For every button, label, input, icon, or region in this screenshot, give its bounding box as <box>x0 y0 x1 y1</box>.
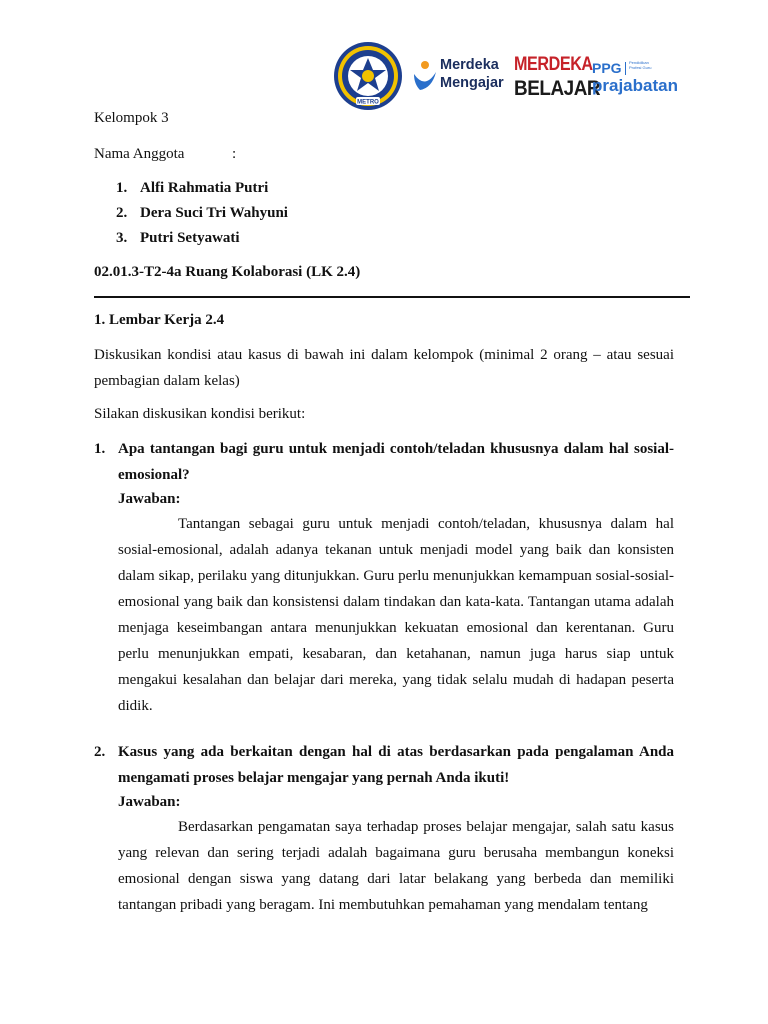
member-item: 2. Dera Suci Tri Wahyuni <box>116 205 288 221</box>
merdeka-mengajar-icon <box>412 60 438 92</box>
answer-2-label: Jawaban: <box>118 794 181 810</box>
member-name: Dera Suci Tri Wahyuni <box>140 205 288 221</box>
merdeka-belajar-logo <box>514 54 601 100</box>
answer-2-text: Berdasarkan pengamatan saya terhadap proses belajar mengajar, salah satu kasus yang relevan dan sering terjadi adalah bagaimana guru berusaha membangun koneksi emosional dengan siswa yang datang dari latar belakang yang berbeda dan memiliki tantangan pribadi yang beragam. Ini membutuhkan pemahaman yang mendalam tentang <box>118 819 674 913</box>
ppg-tiny-text: Pendidikan Profesi Guru <box>629 60 652 70</box>
ppg-divider <box>625 62 626 75</box>
member-item: 3. Putri Setyawati <box>116 230 240 246</box>
question-2-text: Kasus yang ada berkaitan dengan hal di atas berdasarkan pada pengalaman Anda mengamati proses belajar mengajar yang pernah Anda ikuti! <box>118 744 674 786</box>
answer-1-label: Jawaban: <box>118 491 181 507</box>
question-1: 1. Apa tantangan bagi guru untuk menjadi contoh/teladan khususnya dalam hal sosial-emosional? <box>94 436 674 488</box>
ppg-line1: PPG <box>592 60 622 76</box>
merdeka-belajar-line1: MERDEKA <box>514 54 593 75</box>
member-name: Putri Setyawati <box>140 230 240 246</box>
section-title: 1. Lembar Kerja 2.4 <box>94 312 225 328</box>
ppg-line2: prajabatan <box>592 76 678 95</box>
seal-label: METRO <box>357 99 379 106</box>
merdeka-belajar-line2: BELAJAR <box>514 77 601 100</box>
merdeka-mengajar-logo <box>412 56 522 100</box>
members-colon: : <box>232 146 237 162</box>
group-name: Kelompok 3 <box>94 110 169 126</box>
answer-1-text: Tantangan sebagai guru untuk menjadi contoh/teladan, khususnya dalam hal sosial-emosional, adalah adanya tekanan untuk menjadi model yang baik dan konsisten dalam sikap, perilaku yang ditunjukkan. Guru perlu menunjukkan kemampuan sosial-sosial-emosional yang baik dan konsistensi dalam tindakan dan kata-kata. Tantangan utama adalah menjaga keseimbangan antara menunjukkan kekuatan emosional dan kerentanan. Guru perlu menunjukkan empati, kesabaran, dan ketahanan, namun juga harus siap untuk mengakui kesalahan dan belajar dari mereka, yang tidak selalu mudah di hadapan peserta didik. <box>118 516 674 714</box>
merdeka-mengajar-line1: Merdeka <box>440 57 499 73</box>
question-1-text: Apa tantangan bagi guru untuk menjadi contoh/teladan khususnya dalam hal sosial-emosional? <box>118 441 674 483</box>
members-label: Nama Anggota <box>94 146 185 162</box>
divider-rule <box>94 296 690 298</box>
instruction-text: Silakan diskusikan kondisi berikut: <box>94 406 306 422</box>
member-name: Alfi Rahmatia Putri <box>140 180 269 196</box>
intro-paragraph: Diskusikan kondisi atau kasus di bawah ini dalam kelompok (minimal 2 orang – atau sesuai pembagian dalam kelas) <box>94 347 674 389</box>
university-seal-logo <box>330 40 406 112</box>
members-label-row <box>94 146 237 163</box>
logo-bar <box>330 40 678 112</box>
ppg-prajabatan-logo <box>592 60 677 104</box>
assignment-code-title: 02.01.3-T2-4a Ruang Kolaborasi (LK 2.4) <box>94 264 361 280</box>
question-2: 2. Kasus yang ada berkaitan dengan hal di atas berdasarkan pada pengalaman Anda mengamati proses belajar mengajar yang pernah Anda ikuti! <box>94 739 674 791</box>
merdeka-mengajar-line2: Mengajar <box>440 75 504 91</box>
member-item: 1. Alfi Rahmatia Putri <box>116 180 269 196</box>
